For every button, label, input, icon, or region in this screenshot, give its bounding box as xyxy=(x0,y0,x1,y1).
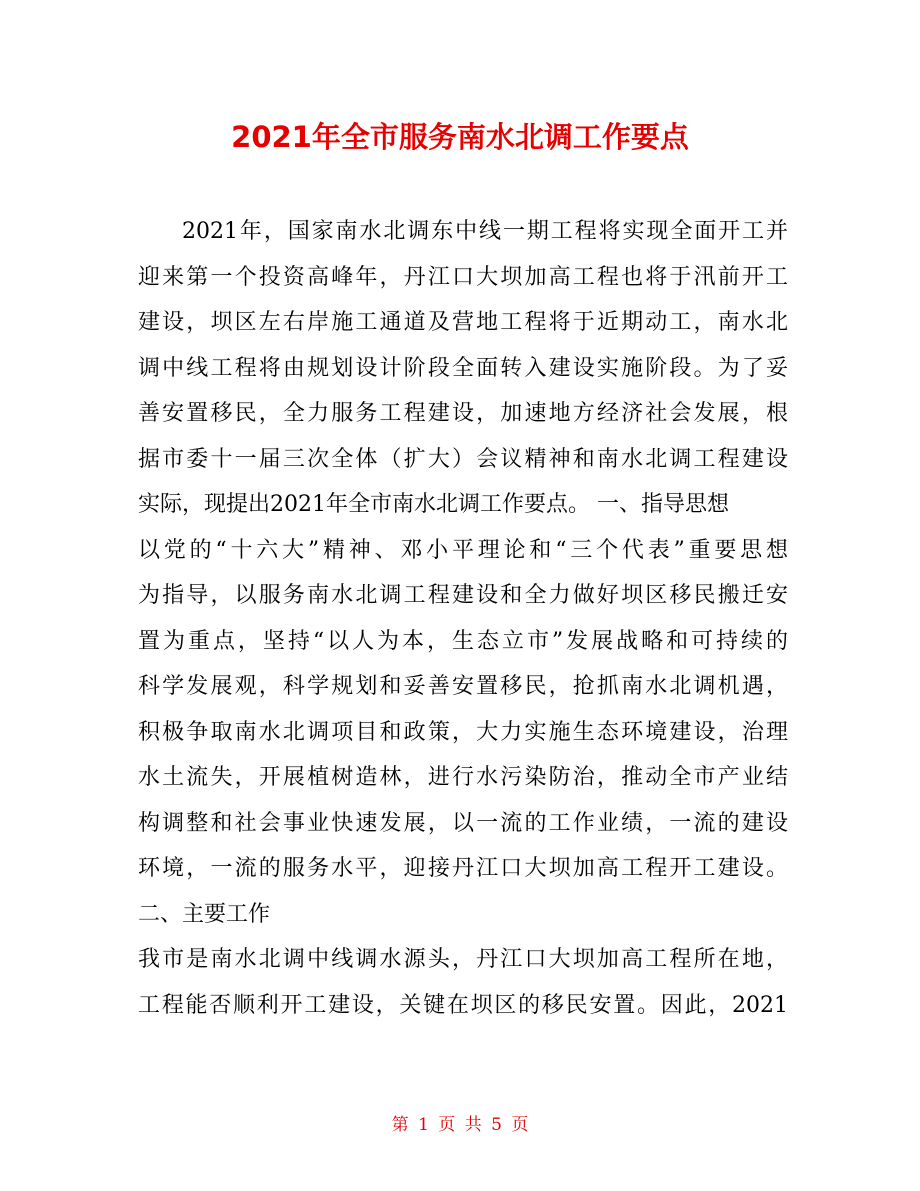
body-line: 实际，现提出2021年全市南水北调工作要点。 一、指导思想 xyxy=(138,492,729,517)
page-footer: 第 1 页 共 5 页 xyxy=(391,1115,529,1135)
body-line: 水土流失，开展植树造林，进行水污染防治，推动全市产业结 xyxy=(138,765,788,790)
body-line: 置为重点，坚持“以人为本，生态立市”发展战略和可持续的 xyxy=(138,628,788,654)
body-line: 我市是南水北调中线调水源头，丹江口大坝加高工程所在地， xyxy=(138,947,788,972)
body-line: 环境，一流的服务水平，迎接丹江口大坝加高工程开工建设。 xyxy=(138,856,788,881)
body-line: 以党的“十六大”精神、邓小平理论和“三个代表”重要思想 xyxy=(138,537,788,563)
body-line: 建设，坝区左右岸施工通道及营地工程将于近期动工，南水北 xyxy=(138,310,788,335)
document-title: 2021年全市服务南水北调工作要点 xyxy=(231,120,689,154)
body-line: 构调整和社会事业快速发展，以一流的工作业绩，一流的建设 xyxy=(138,810,788,836)
body-line: 为指导，以服务南水北调工程建设和全力做好坝区移民搬迁安 xyxy=(138,583,788,608)
body-line: 工程能否顺利开工建设，关键在坝区的移民安置。因此，2021 xyxy=(138,992,788,1018)
body-line: 据市委十一届三次全体（扩大）会议精神和南水北调工程建设 xyxy=(138,446,788,472)
body-line: 迎来第一个投资高峰年，丹江口大坝加高工程也将于汛前开工 xyxy=(138,264,788,290)
document-body xyxy=(138,209,788,1028)
body-line: 善安置移民，全力服务工程建设，加速地方经济社会发展，根 xyxy=(138,401,788,426)
body-line: 科学发展观，科学规划和妥善安置移民，抢抓南水北调机遇， xyxy=(138,674,788,699)
body-line: 积极争取南水北调项目和政策，大力实施生态环境建设，治理 xyxy=(138,719,788,745)
body-line: 2021年，国家南水北调东中线一期工程将实现全面开工并 xyxy=(182,219,788,244)
section-heading: 二、主要工作 xyxy=(138,901,271,927)
body-line: 调中线工程将由规划设计阶段全面转入建设实施阶段。为了妥 xyxy=(138,355,788,381)
